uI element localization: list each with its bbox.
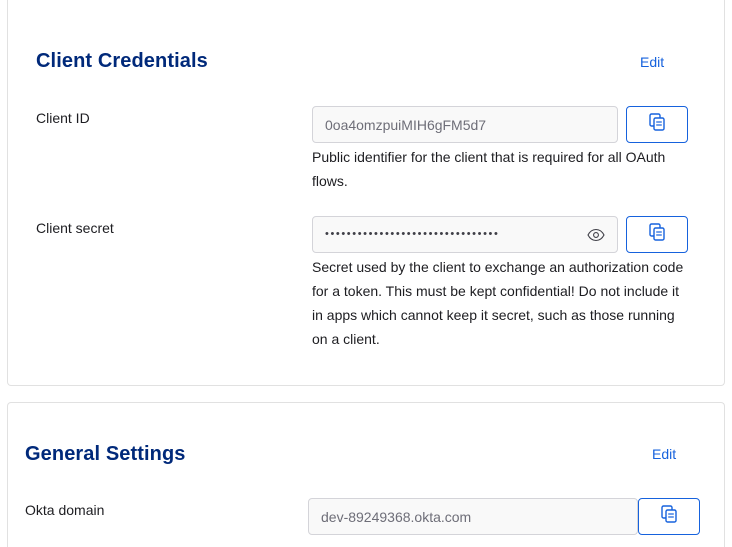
edit-general-settings-link[interactable]: Edit (652, 446, 677, 462)
general-settings-title: General Settings (25, 443, 186, 465)
eye-icon[interactable] (587, 228, 605, 242)
client-secret-help-text: Secret used by the client to exchange an authorization code for a token. This must be kept confidential! Do not include it in apps which cannot keep it secret, such as those running on a client. (312, 259, 684, 347)
edit-client-credentials-link[interactable]: Edit (640, 54, 665, 70)
copy-okta-domain-button[interactable] (638, 498, 700, 535)
client-secret-label: Client secret (36, 220, 114, 236)
okta-domain-value: dev-89249368.okta.com (321, 508, 472, 525)
copy-icon (649, 113, 666, 136)
copy-client-id-button[interactable] (626, 106, 688, 143)
copy-icon (661, 505, 678, 528)
copy-client-secret-button[interactable] (626, 216, 688, 253)
client-id-help-text: Public identifier for the client that is required for all OAuth flows. (312, 149, 666, 189)
client-secret-input[interactable] (312, 216, 618, 253)
client-id-value: 0oa4omzpuiMIH6gFM5d7 (325, 116, 487, 133)
client-secret-value: •••••••••••••••••••••••••••••••• (325, 229, 500, 240)
client-id-label: Client ID (36, 110, 90, 126)
client-credentials-title: Client Credentials (36, 50, 208, 72)
okta-domain-label: Okta domain (25, 502, 105, 518)
copy-icon (649, 223, 666, 246)
okta-domain-input[interactable] (308, 498, 638, 535)
client-id-input[interactable] (312, 106, 618, 143)
